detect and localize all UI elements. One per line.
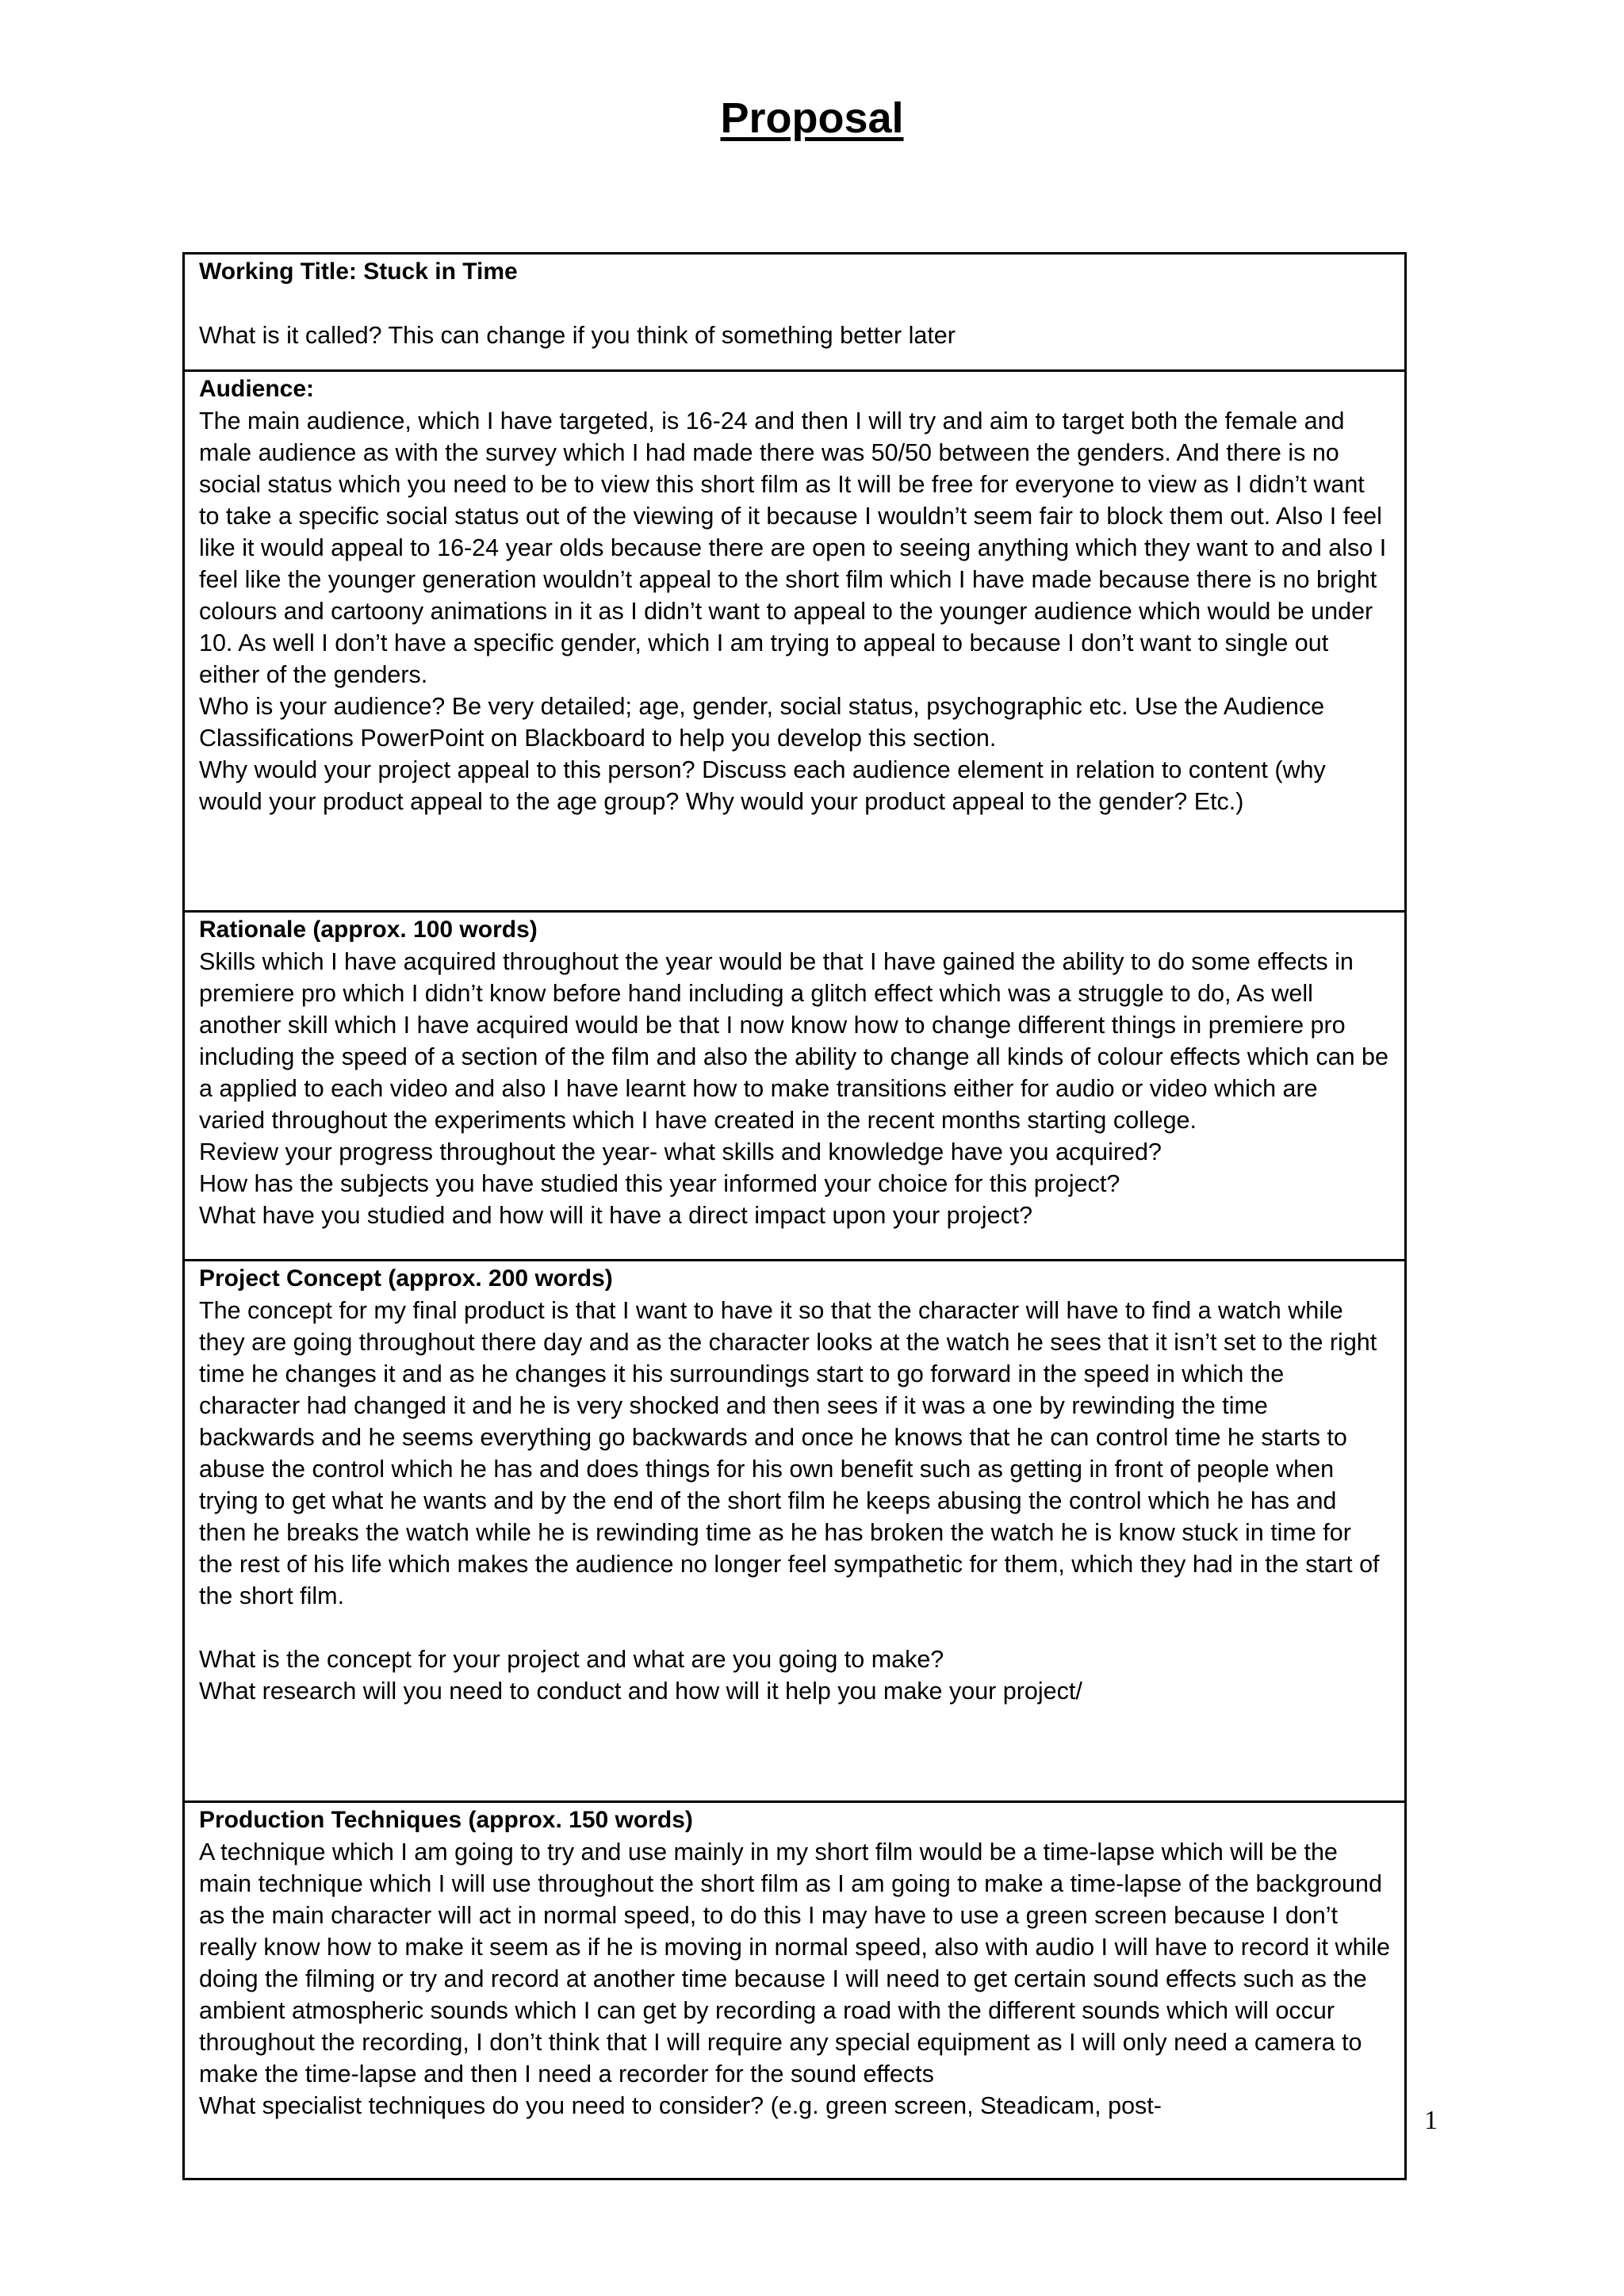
project-concept-heading: Project Concept (approx. 200 words) (199, 1265, 613, 1292)
project-concept-section (185, 1261, 1404, 1803)
project-concept-answer: The concept for my final product is that I want to have it so that the character will have to find a watch while they are going throughout there day and as the character looks at the watch he sees that it isn’t set to the right time he changes it and as he changes it his surroundings start to go forward in the speed in which the character had changed it and he is very shocked and then sees if it was a one by rewinding the time backwards and he seems everything go backwards and once he knows that he can control time he starts to abuse the control which he has and does things for his own benefit such as getting in front of people when trying to get what he wants and by the end of the short film he keeps abusing the control which he has and then he breaks the watch while he is rewinding time as he has broken the watch he is know stuck in time for the rest of his life which makes the audience no longer feel sympathetic for them, which they had in the start of the short film. (199, 1297, 1386, 1609)
working-title-heading: Working Title: Stuck in Time (199, 258, 518, 285)
audience-section (185, 372, 1404, 913)
audience-prompt: Who is your audience? Be very detailed; age, gender, social status, psychographic etc. Use the Audience Classifications PowerPoint on Blackboard to help you develop this section. Why would your project appeal to this person? Discuss each audience element in relation to content (why would your product appeal to the age group? Why would your product appeal to the gender? Etc.) (199, 693, 1326, 815)
rationale-answer: Skills which I have acquired throughout the year would be that I have gained the ability to do some effects in premiere pro which I didn’t know before hand including a glitch effect which was a struggle to do, As well another skill which I have acquired would be that I now know how to change different things in premiere pro including the speed of a section of the film and also the ability to change all kinds of colour effects which can be a applied to each video and also I have learnt how to make transitions either for audio or video which are varied throughout the experiments which I have created in the recent months starting college. (199, 948, 1396, 1134)
page-title: Proposal (720, 94, 904, 142)
rationale-section (185, 913, 1404, 1261)
rationale-prompt: Review your progress throughout the year- what skills and knowledge have you acquired? How has the subjects you have studied this year informed your choice for this project? What have you studied and how will it have a direct impact upon your project? (199, 1138, 1162, 1229)
working-title-prompt: What is it called? This can change if you think of something better later (199, 322, 956, 349)
production-techniques-heading: Production Techniques (approx. 150 words) (199, 1807, 693, 1833)
working-title-section (185, 254, 1404, 372)
proposal-table (182, 252, 1407, 2180)
production-techniques-section (185, 1803, 1404, 2178)
production-techniques-answer: A technique which I am going to try and use mainly in my short film would be a time-lapse which will be the main technique which I will use throughout the short film as I am going to make a time-lapse of the background as the main character will act in normal speed, to do this I may have to use a green screen because I don’t really know how to make it seem as if he is moving in normal speed, also with audio I will have to record it while doing the filming or try and record at another time because I will need to get certain sound effects such as the ambient atmospheric sounds which I can get by recording a road with the different sounds which will occur throughout the recording, I don’t think that I will require any special equipment as I will only need a camera to make the time-lapse and then I need a recorder for the sound effects (199, 1839, 1397, 2087)
rationale-heading: Rationale (approx. 100 words) (199, 916, 538, 943)
page-number: 1 (1424, 2106, 1438, 2135)
audience-answer: The main audience, which I have targeted, is 16-24 and then I will try and aim to target both the female and male audience as with the survey which I had made there was 50/50 between the genders. And there is no social status which you need to be to view this short film as It will be free for everyone to view as I didn’t want to take a specific social status out of the viewing of it because I wouldn’t seem fair to block them out. Also I feel like it would appeal to 16-24 year olds because there are open to seeing anything which they want to and also I feel like the younger generation wouldn’t appeal to the short film which I have made because there is no bright colours and cartoony animations in it as I didn’t want to appeal to the younger audience which would be under 10. As well I don’t have a specific gender, which I am trying to appeal to because I don’t want to single out either of the genders. (199, 408, 1393, 688)
project-concept-prompt: What is the concept for your project and what are you going to make? What research will you need to conduct and how will it help you make your project/ (199, 1646, 1082, 1705)
audience-heading: Audience: (199, 376, 315, 402)
production-techniques-prompt: What specialist techniques do you need to consider? (e.g. green screen, Steadicam, post- (199, 2092, 1162, 2119)
